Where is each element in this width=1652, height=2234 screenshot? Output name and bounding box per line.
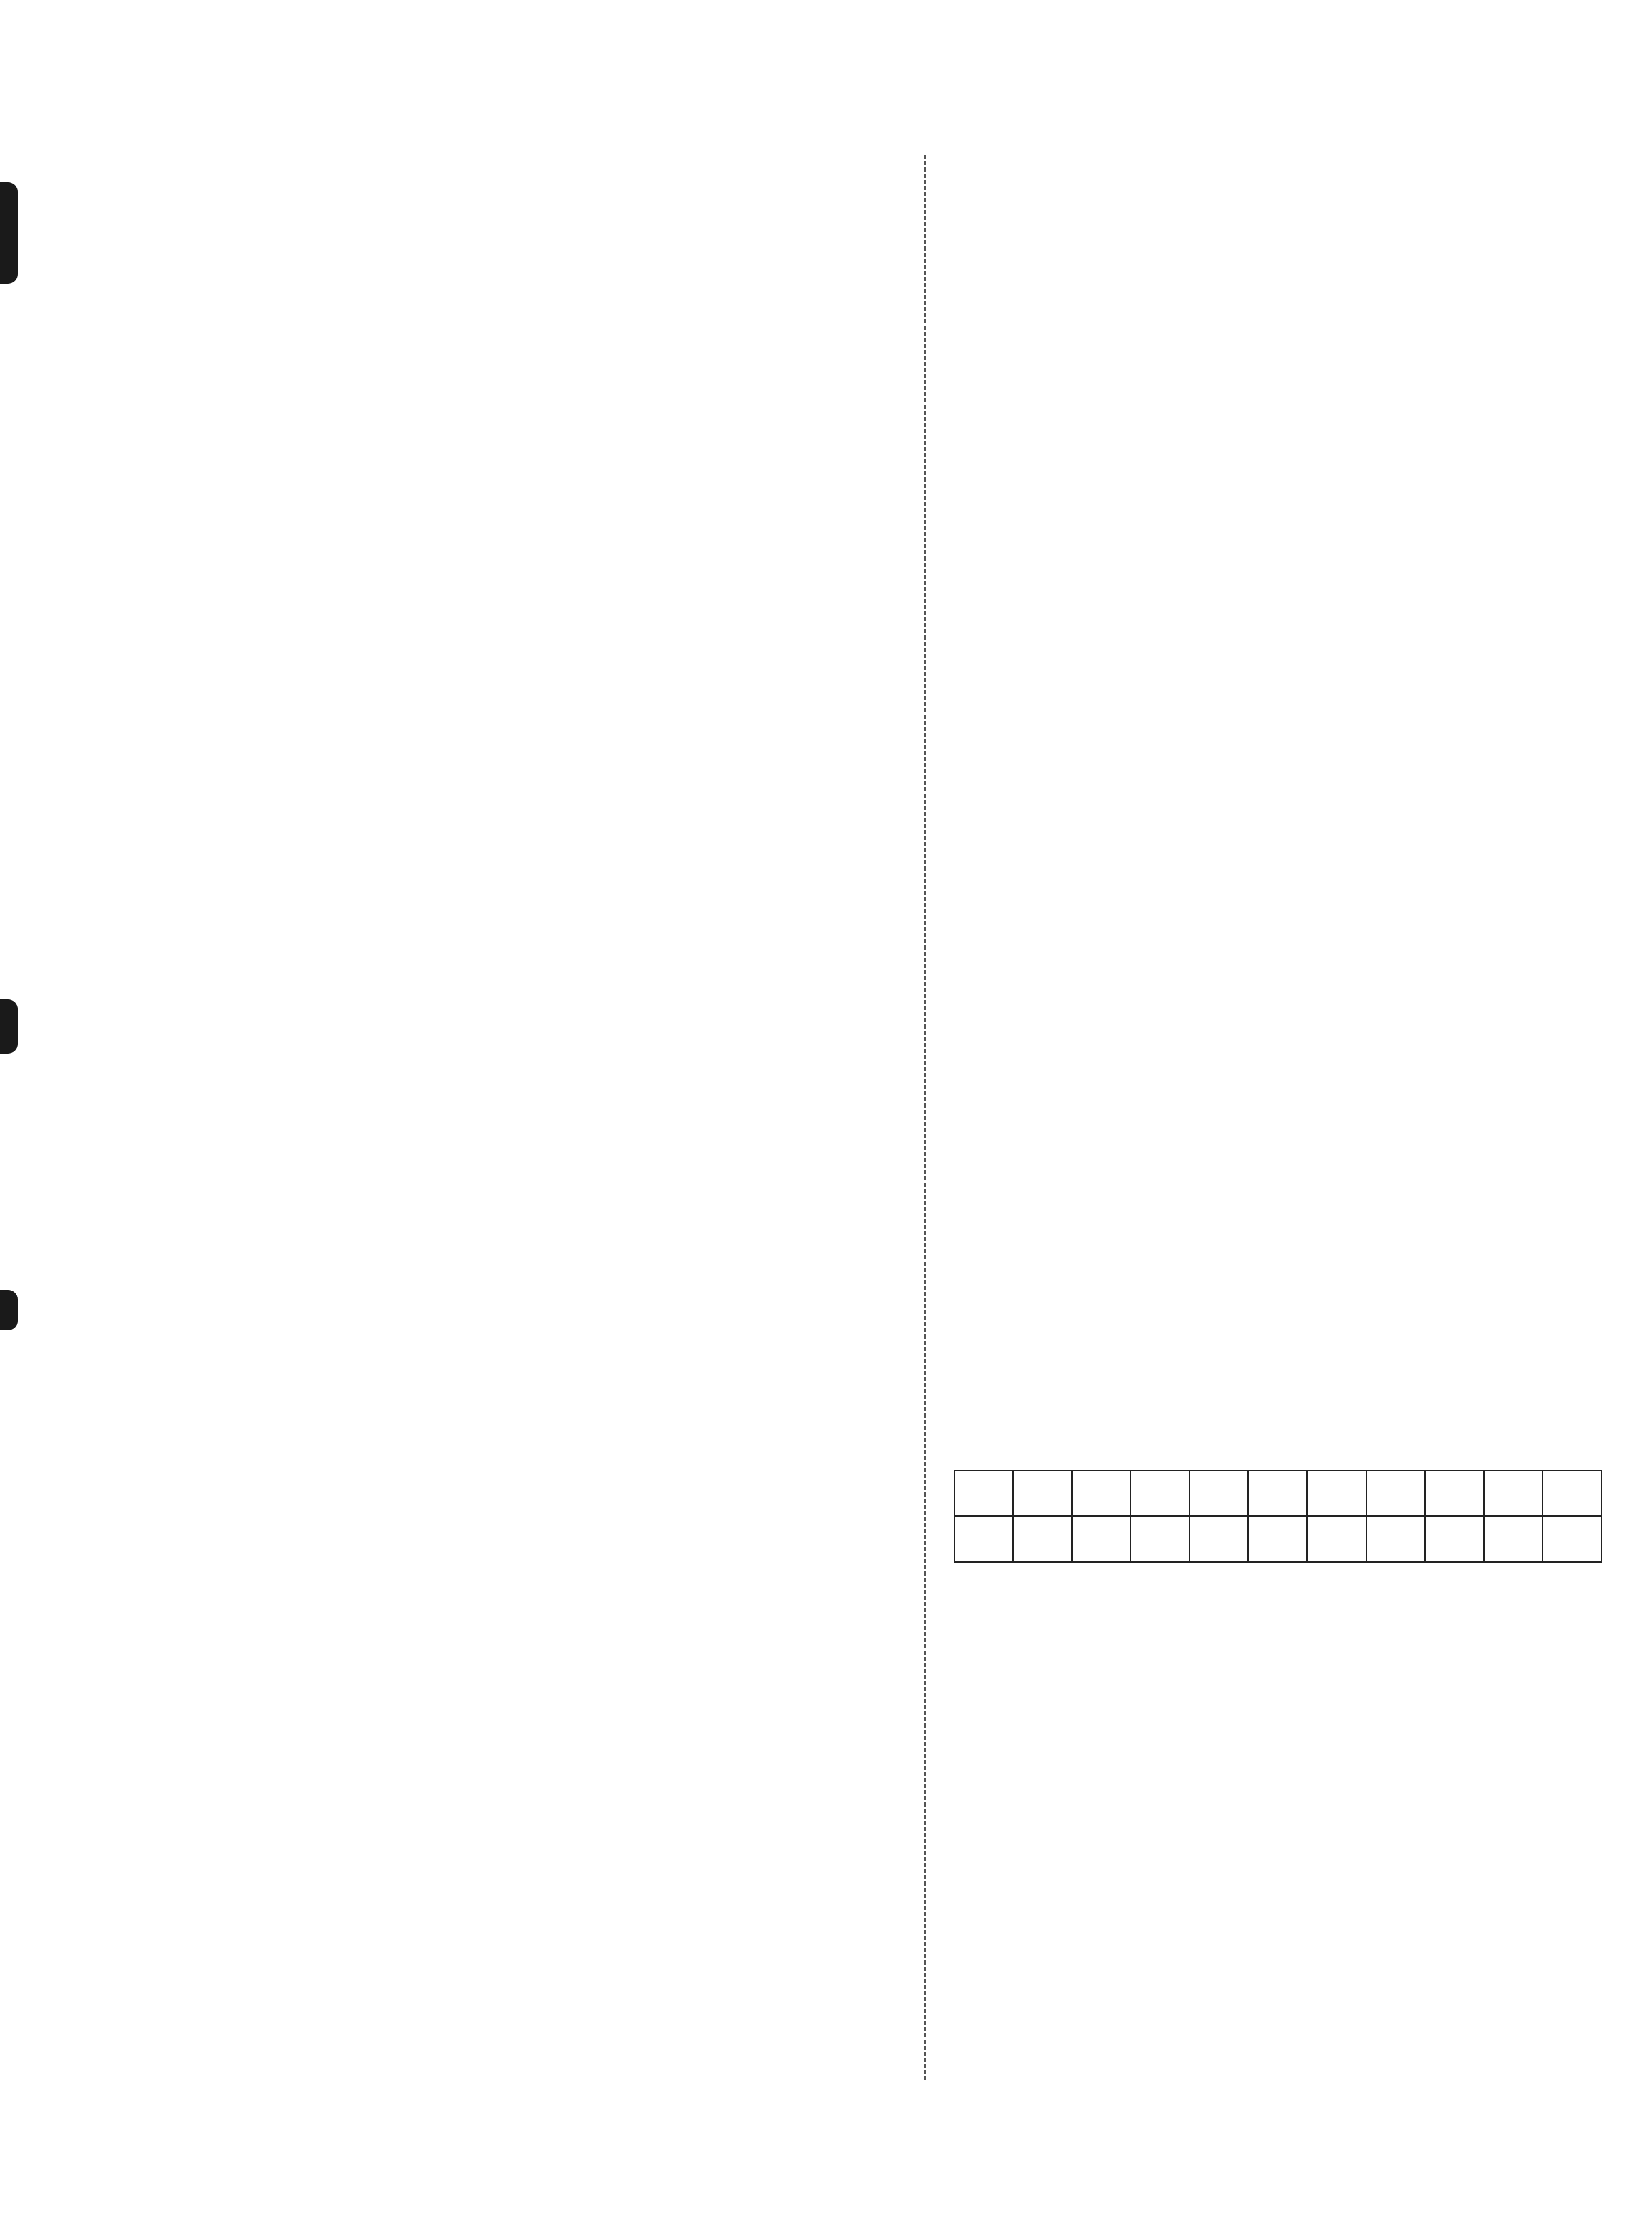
text-line — [951, 1108, 1606, 1144]
text-line — [951, 643, 1606, 679]
text-line — [951, 285, 1606, 321]
text-line — [230, 1538, 885, 1574]
text-line — [951, 1287, 1606, 1323]
text-line — [951, 1001, 1606, 1037]
text-line — [951, 1037, 1606, 1072]
answer-cell — [1307, 1516, 1366, 1562]
question-number-cell — [1366, 1470, 1425, 1516]
text-line — [951, 750, 1606, 786]
text-line — [951, 142, 1606, 178]
text-line — [230, 1395, 885, 1430]
text-line — [230, 607, 885, 643]
text-line — [230, 643, 885, 679]
text-line — [951, 1940, 1606, 1976]
text-line — [230, 1788, 885, 1824]
text-line — [230, 679, 885, 715]
text-line — [230, 893, 885, 929]
text-line — [230, 1216, 885, 1251]
right-column-top — [951, 142, 1606, 1359]
text-line — [951, 1654, 1606, 1690]
text-line — [951, 1072, 1606, 1108]
question-number-cell — [1013, 1470, 1072, 1516]
text-line — [951, 679, 1606, 715]
text-line — [230, 929, 885, 965]
text-line — [951, 1976, 1606, 2012]
question-number-cell — [1189, 1470, 1248, 1516]
text-line — [951, 428, 1606, 464]
text-line — [951, 1761, 1606, 1797]
text-line — [230, 357, 885, 392]
text-line — [230, 1144, 885, 1180]
text-line — [230, 1752, 885, 1788]
answer-cell — [1484, 1516, 1543, 1562]
text-line — [951, 1797, 1606, 1833]
text-line — [951, 1690, 1606, 1725]
text-line — [951, 178, 1606, 213]
answer-cell — [1425, 1516, 1484, 1562]
answer-cell — [954, 1516, 1013, 1562]
text-line — [230, 2039, 885, 2075]
text-line — [230, 142, 885, 178]
text-line — [230, 1824, 885, 1860]
text-line — [951, 321, 1606, 357]
text-line — [230, 1037, 885, 1072]
text-line — [951, 1216, 1606, 1251]
text-line — [230, 1108, 885, 1144]
text-line — [230, 428, 885, 464]
text-line — [230, 1860, 885, 1896]
text-line — [230, 1717, 885, 1752]
question-number-cell — [1131, 1470, 1189, 1516]
text-line — [230, 213, 885, 249]
text-line — [951, 357, 1606, 392]
text-line — [230, 2003, 885, 2039]
text-line — [951, 1323, 1606, 1359]
text-line — [230, 1896, 885, 1931]
answer-cell — [1248, 1516, 1307, 1562]
text-line — [951, 607, 1606, 643]
detailed-answers-heading — [951, 1574, 1606, 1606]
question-number-cell — [1543, 1470, 1601, 1516]
right-column-bottom — [951, 1618, 1606, 2083]
text-line — [230, 715, 885, 750]
scan-edge-mark — [0, 999, 18, 1054]
text-line — [951, 1180, 1606, 1216]
text-line — [230, 1931, 885, 1967]
text-line — [951, 1869, 1606, 1904]
text-line — [230, 571, 885, 607]
text-line — [230, 750, 885, 786]
text-line — [951, 2012, 1606, 2048]
text-line — [230, 786, 885, 822]
text-line — [230, 249, 885, 285]
text-line — [230, 1287, 885, 1323]
question-number-cell — [954, 1470, 1013, 1516]
text-line — [230, 285, 885, 321]
text-line — [230, 1681, 885, 1717]
text-line — [230, 392, 885, 428]
text-line — [951, 1725, 1606, 1761]
scan-edge-mark — [0, 182, 18, 284]
answer-cell — [1543, 1516, 1601, 1562]
text-line — [951, 893, 1606, 929]
quick-answers-heading — [951, 1425, 1606, 1457]
text-line — [230, 1574, 885, 1609]
text-line — [951, 213, 1606, 249]
text-line — [951, 822, 1606, 858]
answer-cell — [1366, 1516, 1425, 1562]
answer-cell — [1072, 1516, 1131, 1562]
answer-table-number-row — [954, 1470, 1601, 1516]
text-line — [230, 536, 885, 571]
text-line — [230, 1180, 885, 1216]
scan-edge-mark — [0, 1290, 18, 1330]
answer-cell — [1131, 1516, 1189, 1562]
text-line — [951, 392, 1606, 428]
text-line — [230, 1466, 885, 1502]
text-line — [230, 321, 885, 357]
text-line — [951, 536, 1606, 571]
text-line — [230, 1967, 885, 2003]
text-line — [951, 858, 1606, 893]
text-line — [230, 1645, 885, 1681]
text-line — [230, 1430, 885, 1466]
question-number-cell — [1072, 1470, 1131, 1516]
text-line — [951, 500, 1606, 536]
question-number-cell — [1307, 1470, 1366, 1516]
text-line — [230, 500, 885, 536]
text-line — [951, 1251, 1606, 1287]
column-divider — [924, 155, 926, 2080]
answer-cell — [1013, 1516, 1072, 1562]
text-line — [951, 786, 1606, 822]
text-line — [230, 1072, 885, 1108]
text-line — [951, 571, 1606, 607]
question-number-cell — [1484, 1470, 1543, 1516]
left-column — [230, 142, 885, 2075]
text-line — [951, 1904, 1606, 1940]
text-line — [951, 929, 1606, 965]
text-line — [230, 965, 885, 1001]
right-column — [951, 142, 1606, 2083]
text-line — [951, 464, 1606, 500]
text-line — [951, 1833, 1606, 1869]
question-number-cell — [1425, 1470, 1484, 1516]
answer-table-answer-row — [954, 1516, 1601, 1562]
section-title — [951, 1372, 1606, 1410]
text-line — [230, 1359, 885, 1395]
text-line — [230, 858, 885, 893]
text-line — [951, 2048, 1606, 2083]
text-line — [951, 249, 1606, 285]
question-number-cell — [1248, 1470, 1307, 1516]
text-line — [230, 1502, 885, 1538]
text-line — [230, 1001, 885, 1037]
text-line — [230, 822, 885, 858]
text-line — [230, 1609, 885, 1645]
text-line — [951, 1618, 1606, 1654]
text-line — [951, 1144, 1606, 1180]
answer-table — [954, 1470, 1602, 1563]
text-line — [951, 715, 1606, 750]
text-line — [230, 1323, 885, 1359]
text-line — [230, 1251, 885, 1287]
text-line — [230, 178, 885, 213]
answer-cell — [1189, 1516, 1248, 1562]
text-line — [951, 965, 1606, 1001]
text-line — [230, 464, 885, 500]
